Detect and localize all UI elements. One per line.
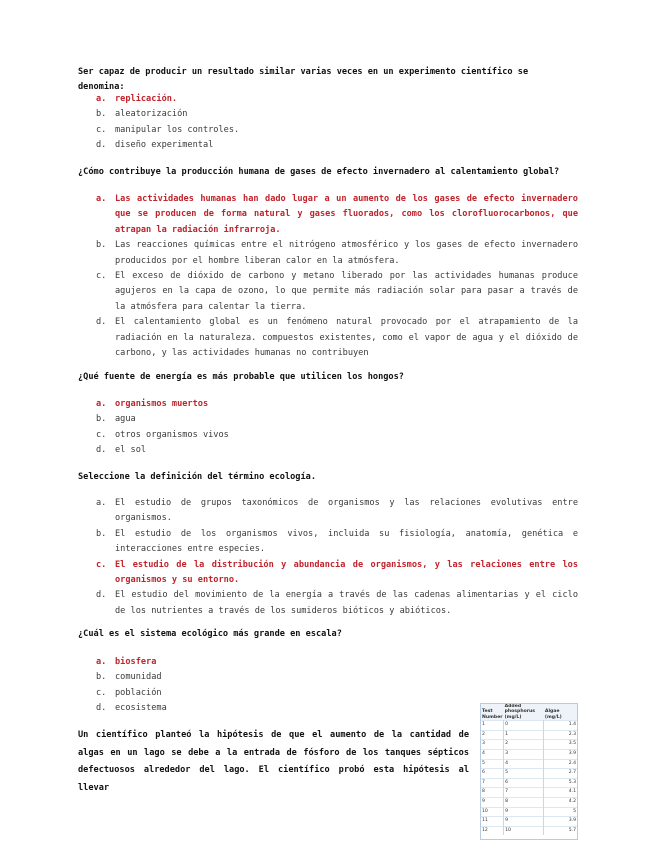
q2-option-b: b. Las reacciones químicas entre el nitrógeno atmosférico y los gases de efecto invernadero producidos por el hombre liberan calor en la atmósfera. xyxy=(96,240,578,266)
table-cell: 6 xyxy=(504,778,544,788)
q1-option-a: a. replicación. xyxy=(96,94,178,104)
table-cell: 5 xyxy=(481,759,504,769)
table-cell: 10 xyxy=(481,807,504,817)
table-row xyxy=(481,788,577,798)
table-header-phosphorus: Added phosphorus (mg/L) xyxy=(504,704,544,721)
final-paragraph: Un científico planteó la hipótesis de que el aumento de la cantidad de algas en un lago se debe a la entrada de fósforo de los tanques sépticos defectuosos alrededor del lago. El científico probó esta hipótesis al llevar xyxy=(78,730,469,793)
question-2-options xyxy=(96,192,578,361)
q2-option-a: a. Las actividades humanas han dado lugar a un aumento de los gases de efecto invernadero que se producen de forma natural y gases fluorados, como los clorofluorocarbonos, que atrapan la radiación infrarroja. xyxy=(96,194,578,235)
table-cell: 4 xyxy=(504,759,544,769)
q4-option-b: b. El estudio de los organismos vivos, incluida su fisiología, anatomía, genética e interacciones entre especies. xyxy=(96,528,578,555)
q5-option-a: a. biosfera xyxy=(96,657,157,667)
q3-option-b: b. agua xyxy=(96,414,136,425)
table-cell: 9 xyxy=(504,817,544,827)
table-row xyxy=(481,721,577,731)
table-cell: 9 xyxy=(504,807,544,817)
table-cell: 5 xyxy=(544,807,577,817)
table-cell: 3.9 xyxy=(544,750,577,760)
table-row xyxy=(481,807,577,817)
q1-option-b: b. aleatorización xyxy=(96,109,188,120)
table-body xyxy=(481,721,577,836)
table-cell: 1 xyxy=(504,730,544,740)
q3-option-c: c. otros organismos vivos xyxy=(96,429,229,440)
table-row xyxy=(481,778,577,788)
table-row xyxy=(481,750,577,760)
question-1-options xyxy=(96,92,578,154)
q1-option-d: d. diseño experimental xyxy=(96,140,214,151)
q1-option-c: c. manipular los controles. xyxy=(96,124,240,135)
table-row xyxy=(481,826,577,835)
table-cell: 7 xyxy=(504,788,544,798)
table-cell: 3.5 xyxy=(544,740,577,750)
table-row xyxy=(481,730,577,740)
table-cell: 12 xyxy=(481,826,504,835)
table-cell: 2 xyxy=(481,730,504,740)
q3-option-d: d. el sol xyxy=(96,445,147,456)
table-cell: 1 xyxy=(481,721,504,731)
q5-option-c: c. población xyxy=(96,687,162,698)
table-row xyxy=(481,759,577,769)
question-4-options xyxy=(96,496,578,619)
table-cell: 5.7 xyxy=(544,826,577,835)
table-cell: 1.4 xyxy=(544,721,577,731)
table-header-test: Test Number xyxy=(481,704,504,721)
phosphorus-algae-table xyxy=(480,703,578,840)
table-cell: 4.2 xyxy=(544,797,577,807)
q4-option-d: d. El estudio del movimiento de la energía a través de las cadenas alimentarias y el ciclo de los nutrientes a través de los sumideros bióticos y abióticos. xyxy=(96,590,578,616)
question-5-text: ¿Cuál es el sistema ecológico más grande en escala? xyxy=(78,629,342,639)
table-cell: 11 xyxy=(481,817,504,827)
q4-option-a: a. El estudio de grupos taxonómicos de organismos y las relaciones evolutivas entre organismos. xyxy=(96,498,578,524)
question-3-text: ¿Qué fuente de energía es más probable que utilicen los hongos? xyxy=(78,372,404,382)
table-row xyxy=(481,797,577,807)
table-cell: 6 xyxy=(481,769,504,779)
table-cell: 3 xyxy=(504,750,544,760)
table-cell: 10 xyxy=(504,826,544,835)
table-cell: 4 xyxy=(481,750,504,760)
table-cell: 2.4 xyxy=(544,759,577,769)
table-cell: 5 xyxy=(504,769,544,779)
table-cell: 4.1 xyxy=(544,788,577,798)
table-cell: 2.3 xyxy=(544,730,577,740)
table-header-algae: Algae (mg/L) xyxy=(544,704,577,721)
question-1-text: Ser capaz de producir un resultado similar varias veces en un experimento científico se denomina: xyxy=(78,67,529,93)
table-cell: 8 xyxy=(504,797,544,807)
q5-option-b: b. comunidad xyxy=(96,672,162,683)
table-cell: 2.7 xyxy=(544,769,577,779)
q2-option-c: c. El exceso de dióxido de carbono y metano liberado por las actividades humanas produce agujeros en la capa de ozono, lo que permite más radiación solar para pasar a través de la atmósfera para calentar la tierra. xyxy=(96,271,578,312)
table-cell: 5.3 xyxy=(544,778,577,788)
question-3-options xyxy=(96,397,578,459)
table-cell: 3 xyxy=(481,740,504,750)
q2-option-d: d. El calentamiento global es un fenómeno natural provocado por el atrapamiento de la radiación en la naturaleza. compuestos existentes, como el vapor de agua y el dióxido de carbono, y las actividades humanas no contribuyen xyxy=(96,317,578,359)
q4-option-c: c. El estudio de la distribución y abundancia de organismos, y las relaciones entre los organismos y su entorno. xyxy=(96,559,578,586)
q3-option-a: a. organismos muertos xyxy=(96,399,209,409)
table-row xyxy=(481,769,577,779)
table-cell: 3.9 xyxy=(544,817,577,827)
table-row xyxy=(481,817,577,827)
table-cell: 2 xyxy=(504,740,544,750)
table-cell: 0 xyxy=(504,721,544,731)
table-cell: 8 xyxy=(481,788,504,798)
question-4-text: Seleccione la definición del término ecología. xyxy=(78,472,316,482)
table-row xyxy=(481,740,577,750)
q5-option-d: d. ecosistema xyxy=(96,703,167,714)
table-cell: 7 xyxy=(481,778,504,788)
table-cell: 9 xyxy=(481,797,504,807)
question-2-text: ¿Cómo contribuye la producción humana de gases de efecto invernadero al calentamiento global? xyxy=(78,167,560,177)
